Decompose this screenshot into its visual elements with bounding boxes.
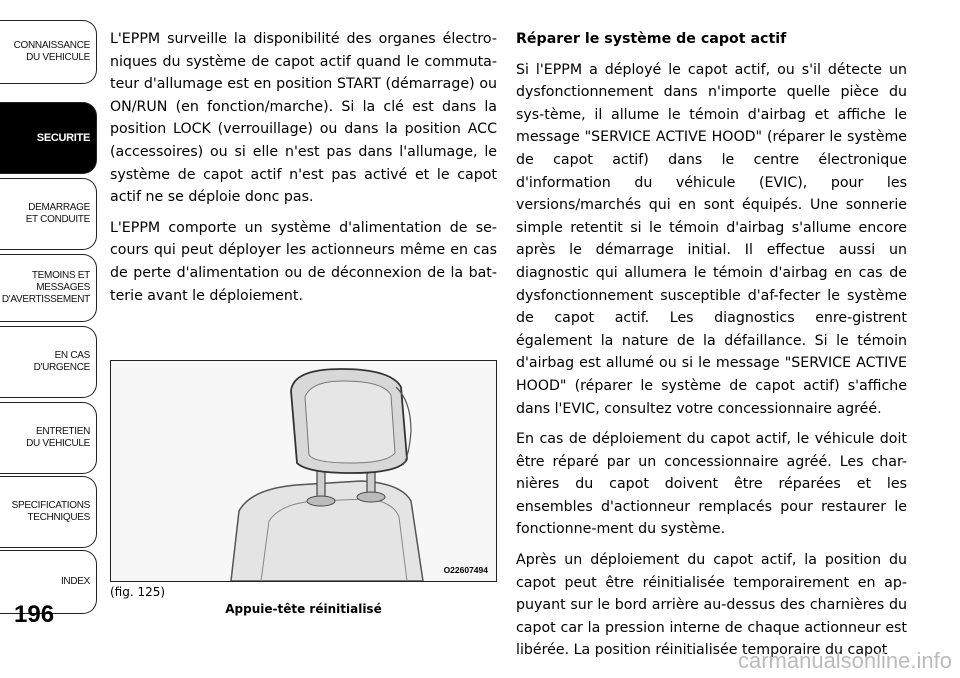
sidebar-tab-entretien[interactable]: ENTRETIEN DU VEHICULE [0, 402, 97, 474]
right-column [516, 28, 907, 670]
paragraph: Si l'EPPM a déployé le capot actif, ou s'il détecte un dysfonctionnement dans n'importe quelle pièce du sys-tème, il allume le témoin d'airbag et affiche le message "SERVICE ACTIVE HOOD" (réparer le système de capot actif) dans le centre électronique d'information du véhicule (EVIC), pour les versions/marchés qui en sont équipés. Une sonnerie simple retentit si le témoin d'airbag s'allume encore après le démarrage initial. Il effectue aussi un diagnostic qui allumera le témoin d'airbag en cas de dysfonctionnement susceptible d'af-fecter le système de capot actif. Les diagnostics enre-gistrent également la nature de la défaillance. Si le témoin d'airbag est allumé ou si le message "SERVICE ACTIVE HOOD" (réparer le système de capot actif) s'affiche dans l'EVIC, consultez votre concessionnaire agréé. [516, 61, 907, 417]
figure-reference: (fig. 125) [110, 585, 166, 599]
sidebar-tab-connaissance[interactable]: CONNAISSANCE DU VEHICULE [0, 20, 97, 84]
sidebar-tab-specifications[interactable]: SPECIFICATIONS TECHNIQUES [0, 476, 97, 548]
paragraph: En cas de déploiement du capot actif, le véhicule doit être réparé par un concessionnaire agréé. Les char-nières du capot doivent être réparées et les ensembles d'actionneur remplacés pour restaurer le fonctionne-ment du système. [516, 431, 907, 538]
headrest-illustration [111, 361, 496, 581]
sidebar-tab-urgence[interactable]: EN CAS D'URGENCE [0, 326, 97, 398]
left-column [110, 28, 497, 315]
section-heading: Réparer le système de capot actif [516, 31, 787, 47]
sidebar-tab-index[interactable]: INDEX [0, 550, 97, 614]
watermark: carmanualsonline.info [737, 648, 952, 673]
sidebar-tab-temoins[interactable]: TEMOINS ET MESSAGES D'AVERTISSEMENT [0, 254, 97, 322]
paragraph: L'EPPM surveille la disponibilité des organes électro-niques du système de capot actif quand le commuta-teur d'allumage est en position START (démarrage) ou ON/RUN (en fonction/marche). Si la clé est dans la position LOCK (verrouillage) ou dans la position ACC (accessoires) ou si elle n'est pas dans l'allumage, le système de capot actif n'est pas activé et le capot actif ne se déploie donc pas. [110, 31, 497, 206]
figure-caption: Appuie-tête réinitialisé [225, 602, 382, 616]
paragraph: Après un déploiement du capot actif, la position du capot peut être réinitialisée temporairement en ap-puyant sur le bord arrière au-dessus des charnières du capot car la pression interne de chaque actionneur est libérée. La position réinitialisée temporaire du capot [516, 552, 907, 659]
paragraph: L'EPPM comporte un système d'alimentation de se-cours qui peut déployer les actionneurs même en cas de perte d'alimentation ou de déconnexion de la bat-terie avant le déploiement. [110, 219, 497, 304]
headrest-figure [110, 360, 497, 582]
page-number: 196 [14, 601, 55, 628]
sidebar-tab-securite[interactable]: SECURITE [0, 102, 97, 174]
sidebar-tab-demarrage[interactable]: DEMARRAGE ET CONDUITE [0, 178, 97, 250]
figure-code: O22607494 [443, 565, 488, 575]
